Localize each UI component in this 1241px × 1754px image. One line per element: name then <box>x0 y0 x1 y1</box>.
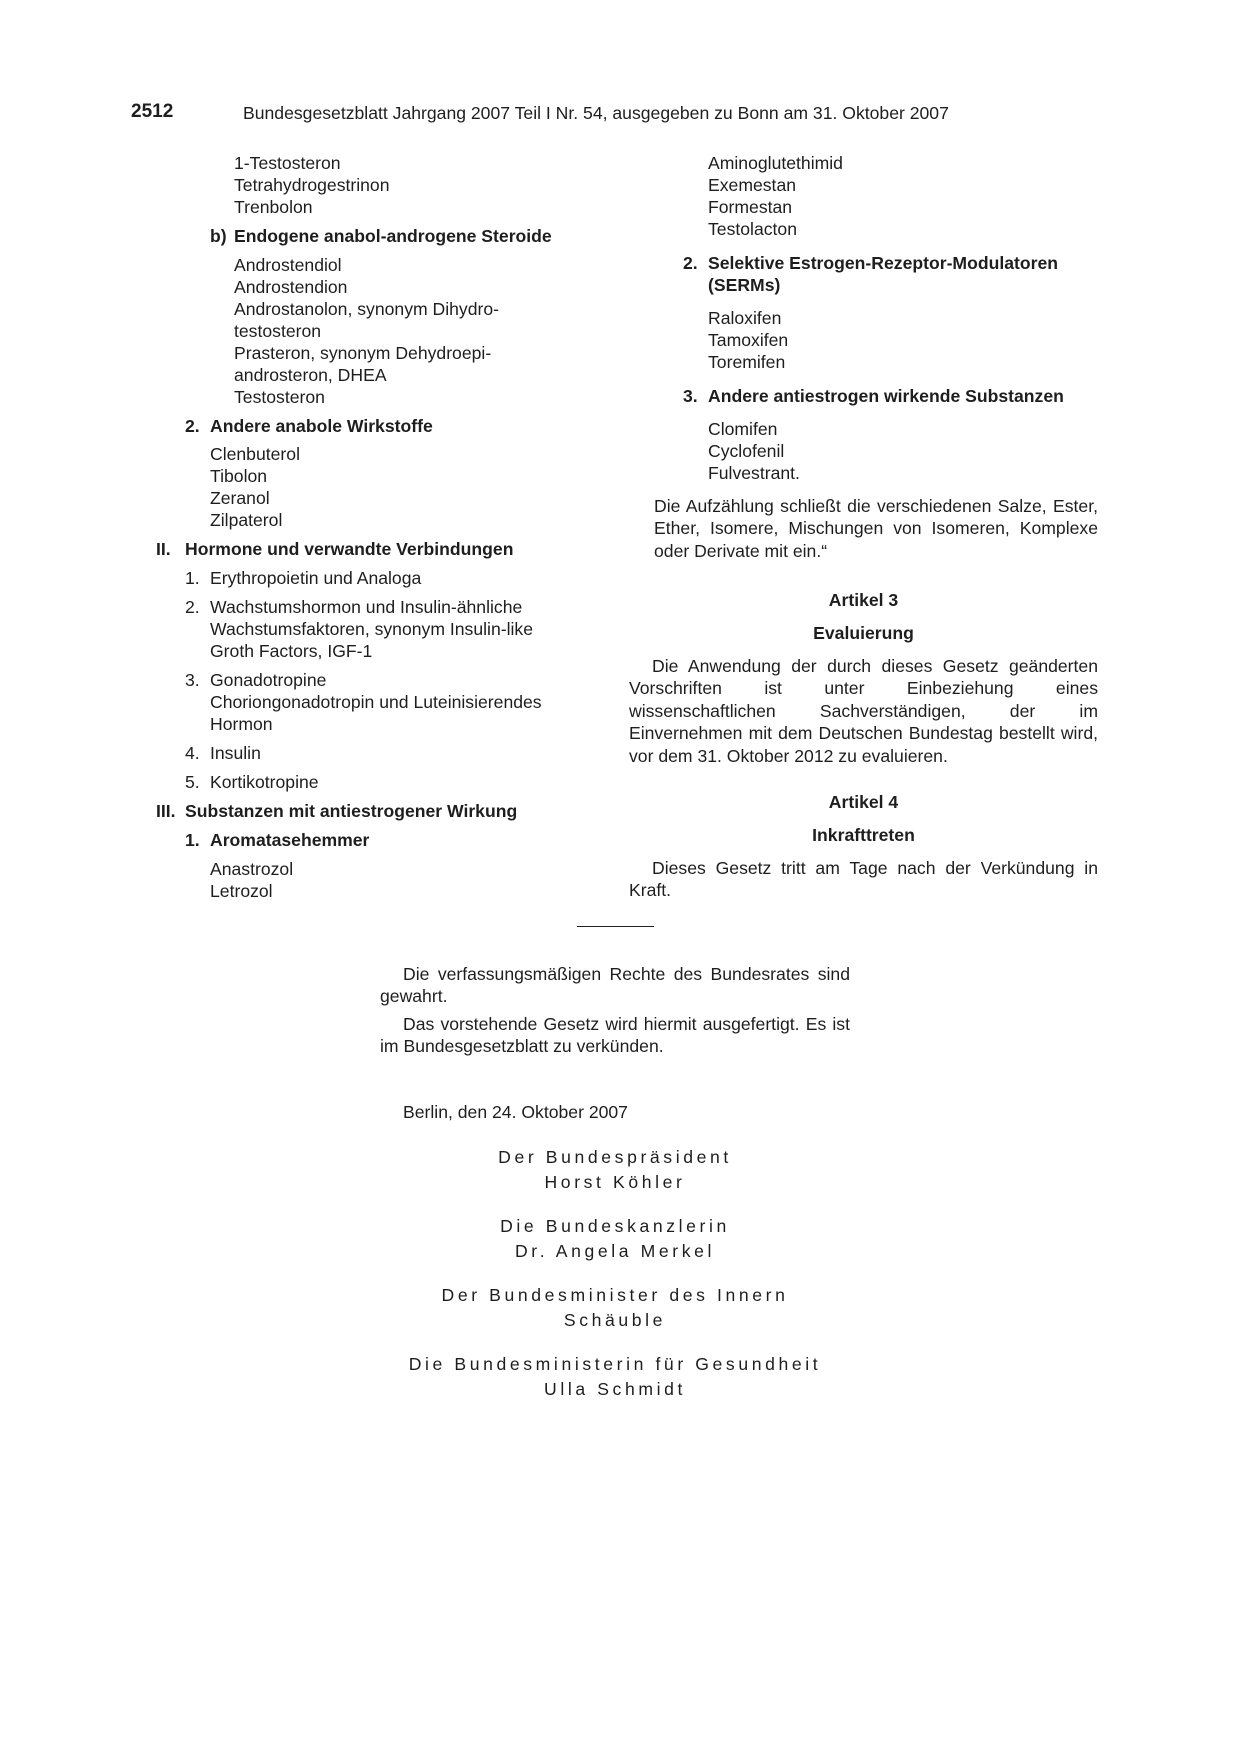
list-item: Cyclofenil <box>708 441 785 461</box>
list-item: androsteron, DHEA <box>234 365 387 385</box>
signature-office: Die Bundesministerin für Gesundheit <box>408 1354 822 1374</box>
section-marker: 3. <box>683 386 698 406</box>
place-date: Berlin, den 24. Oktober 2007 <box>403 1102 628 1122</box>
article-text: Dieses Gesetz tritt am Tage nach der Verkündung in Kraft. <box>629 858 1098 901</box>
section-marker: 1. <box>185 830 200 850</box>
promulgation-paragraph: Die verfassungsmäßigen Rechte des Bundesrates sind gewahrt. <box>380 964 850 1007</box>
list-item: Clomifen <box>708 419 778 439</box>
section-heading: Substanzen mit antiestrogener Wirkung <box>185 801 518 821</box>
signature-office: Die Bundeskanzlerin <box>500 1216 730 1236</box>
section-heading: (SERMs) <box>708 275 781 295</box>
list-item: Formestan <box>708 197 793 217</box>
article-title: Artikel 3 <box>828 590 899 610</box>
article-heading: Inkrafttreten <box>812 825 915 845</box>
list-item: Androstanolon, synonym Dihydro- <box>234 299 500 319</box>
list-item: Erythropoietin und Analoga <box>210 568 422 588</box>
list-item: Groth Factors, IGF-1 <box>210 641 373 661</box>
list-item: 1-Testosteron <box>234 153 341 173</box>
signature-name: Ulla Schmidt <box>544 1379 686 1399</box>
item-number: 4. <box>185 743 200 763</box>
running-title: Bundesgesetzblatt Jahrgang 2007 Teil I Nr. 54, ausgegeben zu Bonn am 31. Oktober 2007 <box>243 103 949 123</box>
list-item: Kortikotropine <box>210 772 319 792</box>
list-item: Tetrahydrogestrinon <box>234 175 390 195</box>
section-heading: Endogene anabol-androgene Steroide <box>234 226 552 246</box>
list-item: Zilpaterol <box>210 510 283 530</box>
section-heading: Andere antiestrogen wirkende Substanzen <box>708 386 1064 406</box>
list-item: Tibolon <box>210 466 268 486</box>
list-item: Gonadotropine <box>210 670 327 690</box>
list-item: Aminoglutethimid <box>708 153 843 173</box>
section-marker: b) <box>210 226 227 246</box>
signature-office: Der Bundesminister des Innern <box>441 1285 789 1305</box>
list-item: Androstendiol <box>234 255 342 275</box>
list-item: testosteron <box>234 321 322 341</box>
list-item: Exemestan <box>708 175 797 195</box>
list-item: Prasteron, synonym Dehydroepi- <box>234 343 492 363</box>
list-item: Wachstumsfaktoren, synonym Insulin-like <box>210 619 533 639</box>
section-heading: Selektive Estrogen-Rezeptor-Modulatoren <box>708 253 1058 273</box>
section-marker: 2. <box>683 253 698 273</box>
list-item: Letrozol <box>210 881 273 901</box>
list-item: Hormon <box>210 714 273 734</box>
item-number: 2. <box>185 597 200 617</box>
list-item: Androstendion <box>234 277 348 297</box>
section-heading: Hormone und verwandte Verbindungen <box>185 539 514 559</box>
article-text: Die Anwendung der durch dieses Gesetz geänderten Vorschriften ist unter Einbeziehung eines wissenschaftlichen Sachverständigen, der im Einvernehmen mit dem Deutschen Bundestag bestellt wird, vor dem 31. Oktober 2012 zu evaluieren. <box>629 656 1098 766</box>
list-item: Tamoxifen <box>708 330 789 350</box>
page-number: 2512 <box>131 101 174 122</box>
list-item: Anastrozol <box>210 859 294 879</box>
list-item: Testolacton <box>708 219 797 239</box>
list-item: Toremifen <box>708 352 786 372</box>
signature-name: Schäuble <box>563 1310 667 1330</box>
promulgation-paragraph: Das vorstehende Gesetz wird hiermit ausgefertigt. Es ist im Bundesgesetzblatt zu verkünden. <box>380 1014 850 1057</box>
section-marker: II. <box>156 539 171 559</box>
signature-office: Der Bundespräsident <box>498 1147 732 1167</box>
section-marker: III. <box>156 801 176 821</box>
item-number: 5. <box>185 772 200 792</box>
list-item: Insulin <box>210 743 261 763</box>
section-heading: Aromatasehemmer <box>210 830 370 850</box>
list-item: Testosteron <box>234 387 325 407</box>
list-item: Zeranol <box>210 488 270 508</box>
list-item: Choriongonadotropin und Luteinisierendes <box>210 692 542 712</box>
section-divider <box>577 926 654 927</box>
closing-paragraph: Die Aufzählung schließt die verschiedenen Salze, Ester, Ether, Isomere, Mischungen von Isomeren, Komplexe oder Derivate mit ein.“ <box>654 496 1098 561</box>
signature-name: Horst Köhler <box>544 1172 686 1192</box>
list-item: Clenbuterol <box>210 444 300 464</box>
article-title: Artikel 4 <box>828 792 899 812</box>
article-heading: Evaluierung <box>813 623 914 643</box>
list-item: Raloxifen <box>708 308 782 328</box>
item-number: 3. <box>185 670 200 690</box>
list-item: Wachstumshormon und Insulin-ähnliche <box>210 597 523 617</box>
section-marker: 2. <box>185 416 200 436</box>
list-item: Fulvestrant. <box>708 463 800 483</box>
item-number: 1. <box>185 568 200 588</box>
signature-name: Dr. Angela Merkel <box>514 1241 716 1261</box>
list-item: Trenbolon <box>234 197 313 217</box>
section-heading: Andere anabole Wirkstoffe <box>210 416 433 436</box>
